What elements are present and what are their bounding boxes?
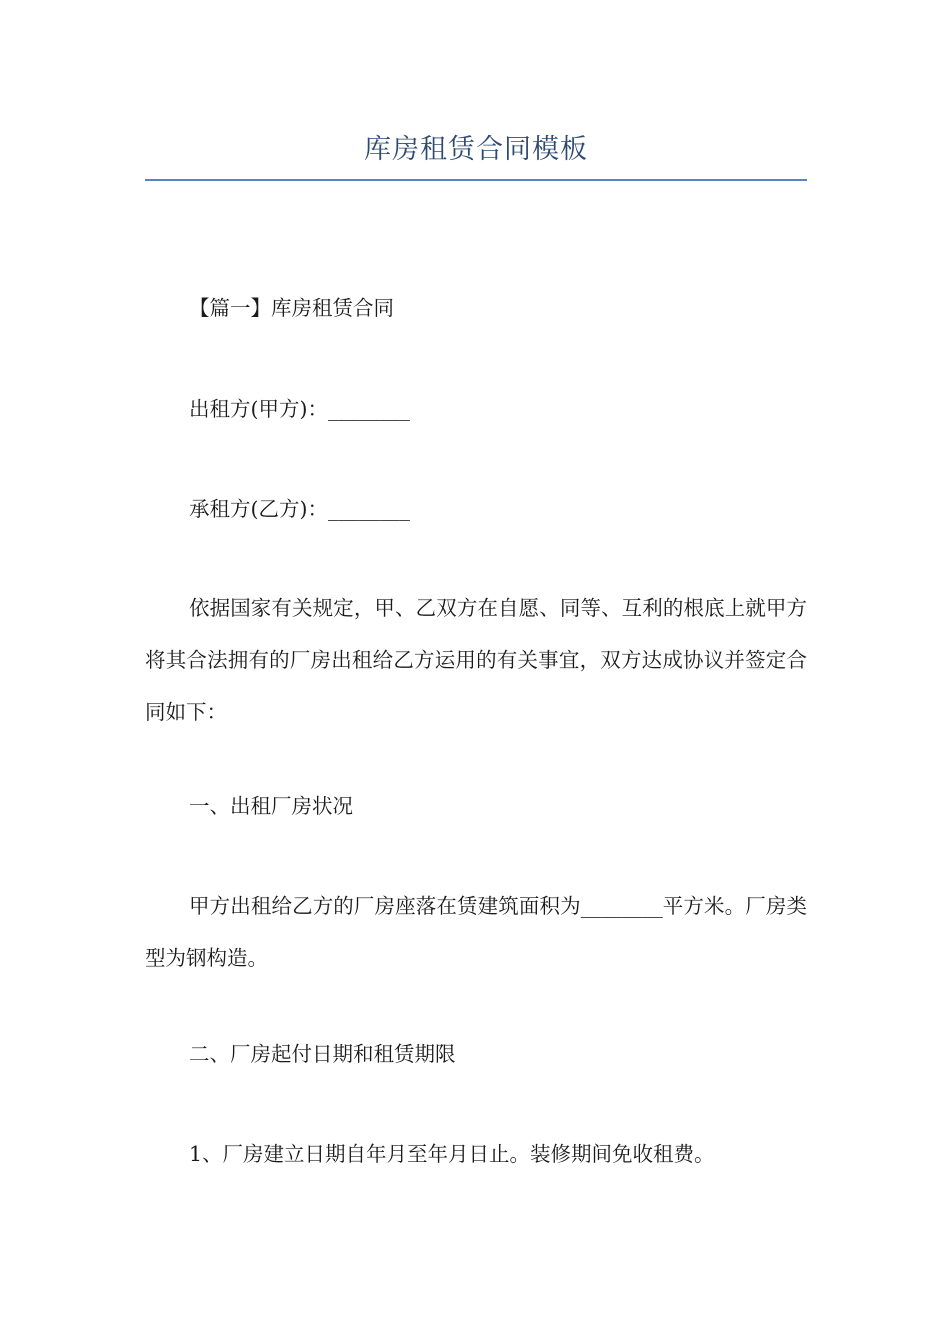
intro-paragraph: 依据国家有关规定，甲、乙双方在自愿、同等、互利的根底上就甲方将其合法拥有的厂房出租给乙方运用的有关事宜，双方达成协议并签定合同如下： [145, 596, 807, 724]
lessee-line: 承租方(乙方)：________ [189, 497, 410, 521]
clause-2-item-1: 1、厂房建立日期自年月至年月日止。装修期间免收租费。 [189, 1142, 715, 1166]
clause-1-body: 甲方出租给乙方的厂房座落在赁建筑面积为________平方米。厂房类型为钢构造。 [145, 894, 807, 970]
clause-2-heading: 二、厂房起付日期和租赁期限 [189, 1042, 456, 1066]
document-title: 库房租赁合同模板 [364, 134, 588, 165]
title-underline [145, 179, 807, 181]
lessor-line: 出租方(甲方)：________ [189, 397, 410, 421]
section-heading: 【篇一】库房租赁合同 [189, 296, 394, 320]
clause-1-heading: 一、出租厂房状况 [189, 794, 353, 818]
